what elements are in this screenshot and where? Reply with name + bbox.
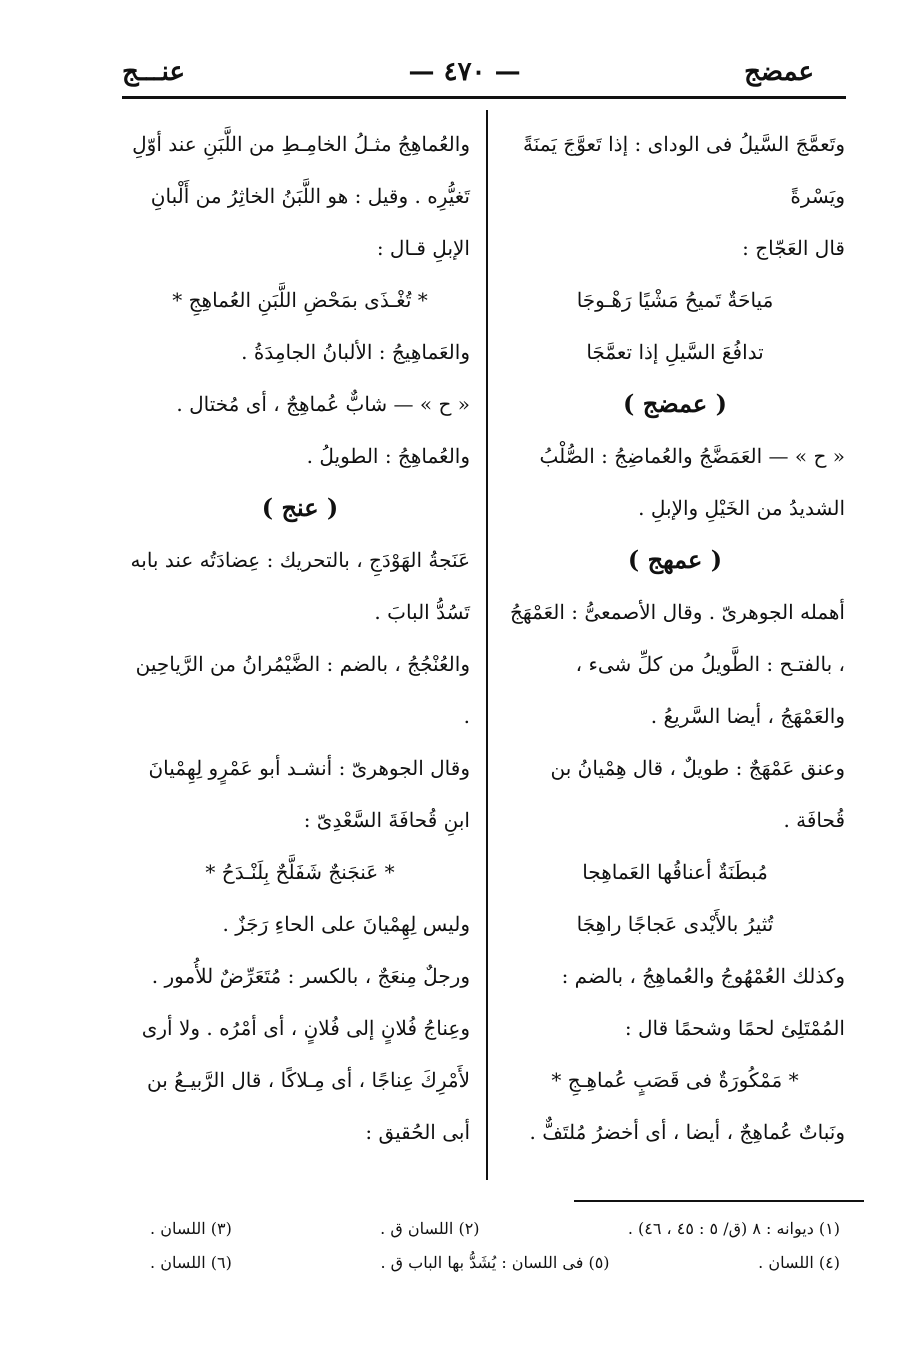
left-column: [130, 118, 470, 1158]
paragraph: قال العَجّاج :: [742, 236, 845, 260]
verse-line: * عَنجَنجٌ شَفَلَّحٌ بِلَنْـدَحُ *: [205, 860, 395, 884]
entry-heading: ( عمهج ): [627, 545, 723, 574]
paragraph: وقال الجوهرىّ : أنشـد أبو عَمْرٍو لِهِمْيانَ ابنِ قُحافَةَ السَّعْدِىّ :: [148, 756, 470, 832]
page-header: [122, 52, 814, 92]
paragraph: والعُنْجُجُ ، بالضم : الضَّيْمُرانُ من الرَّياحِين .: [135, 652, 470, 728]
footnote: (١) ديوانه : ٨ (ق/ ٥ : ٤٥ ، ٤٦) .: [627, 1219, 840, 1238]
footnote-rule: [574, 1200, 864, 1202]
paragraph: وعنق عَمْهَجٌ : طويلٌ ، قال هِمْيانُ بن قُحافَة .: [550, 756, 845, 832]
entry-heading: ( عنج ): [261, 493, 339, 522]
paragraph: وليس لِهِمْيانَ على الحاءِ رَجَزٌ .: [222, 912, 470, 936]
verse-line: تدافُعَ السَّيلِ إذا تعمَّجَا: [586, 340, 764, 364]
paragraph: « ح » — شابٌّ عُماهِجٌ ، أى مُختال .: [176, 392, 470, 416]
paragraph: وكذلك العُمْهُوجُ والعُماهِجُ ، بالضم : المُمْتَلِئ لحمًا وشحمًا قال :: [561, 964, 845, 1040]
verse-line: * مَمْكُورَةٌ فى قَصَبٍ عُماهِـجِ *: [551, 1068, 799, 1092]
right-column: [505, 118, 845, 1158]
entry-heading: ( عمضج ): [623, 389, 727, 418]
column-divider: [486, 110, 488, 1180]
footnote-row: [150, 1212, 840, 1246]
header-left-keyword: عنـــج: [122, 57, 185, 87]
page-number: — ٤٧٠ —: [408, 57, 521, 87]
footnote: (٤) اللسان .: [758, 1253, 840, 1272]
header-rule: [122, 96, 846, 99]
footnote: (٥) فى اللسان : يُشَدُّ بها الباب ق .: [380, 1253, 610, 1272]
verse-line: مُبطَنَةٌ أعناقُها العَماهِجا: [582, 860, 768, 884]
footnotes: [150, 1212, 840, 1280]
header-right-keyword: عمضج: [744, 57, 814, 87]
footnote-row: [150, 1246, 840, 1280]
paragraph: وتَعمَّجَ السَّيلُ فى الوداى : إذا تَعوَّجَ يَمنَةً ويَسْرةً: [523, 132, 845, 208]
paragraph: عَنَجةُ الهَوْدَجِ ، بالتحريك : عِضادَتُه عند بابه تَسُدُّ البابَ .: [130, 548, 470, 624]
paragraph: والعُماهِجُ : الطويلُ .: [306, 444, 470, 468]
footnote: (٢) اللسان ق .: [380, 1219, 480, 1238]
verse-line: مَياحَةٌ تَميحُ مَشْيًا رَهْـوجَا: [576, 288, 774, 312]
paragraph: أهمله الجوهرىّ . وقال الأصمعىُّ : العَمْهَجُ ، بالفتـح : الطَّويلُ من كلِّ شىء ، والعَمْهَجُ ، أيضا السَّريعُ .: [509, 600, 845, 728]
paragraph: ونَباتٌ عُماهِجٌ ، أيضا ، أى أخضرُ مُلتَفٌّ .: [529, 1120, 845, 1144]
paragraph: وعِناجُ فُلانٍ إلى فُلانٍ ، أى أمْرُه . ولا أرى لأَمْرِكَ عِناجًا ، أى مِـلاكًا ، قال الرَّبيـعُ بن أبى الحُقيق :: [141, 1016, 470, 1144]
paragraph: والعَماهِيجُ : الألبانُ الجامِدَةُ .: [241, 340, 470, 364]
paragraph: « ح » — العَمَضَّجُ والعُماضِجُ : الصُّلْبُ الشديدُ من الخَيْلِ والإبلِ .: [539, 444, 845, 520]
paragraph: والعُماهِجُ مثـلُ الخامِـطِ من اللَّبَنِ عند أوّلِ تَغيُّرِه . وقيل : هو اللَّبَنُ الخاثِرُ من أَلْبانِ الإبلِ قـال :: [132, 132, 470, 260]
footnote: (٦) اللسان .: [150, 1253, 232, 1272]
verse-line: تُثيرُ بالأَيْدى عَجاجًا راهِجَا: [576, 912, 774, 936]
verse-line: * تُغْـذَى بمَحْضِ اللَّبَنِ العُماهِجِ *: [172, 288, 428, 312]
paragraph: ورجلٌ مِنعَجٌ ، بالكسر : مُتَعَرِّضٌ للأُمور .: [151, 964, 470, 988]
footnote: (٣) اللسان .: [150, 1219, 232, 1238]
